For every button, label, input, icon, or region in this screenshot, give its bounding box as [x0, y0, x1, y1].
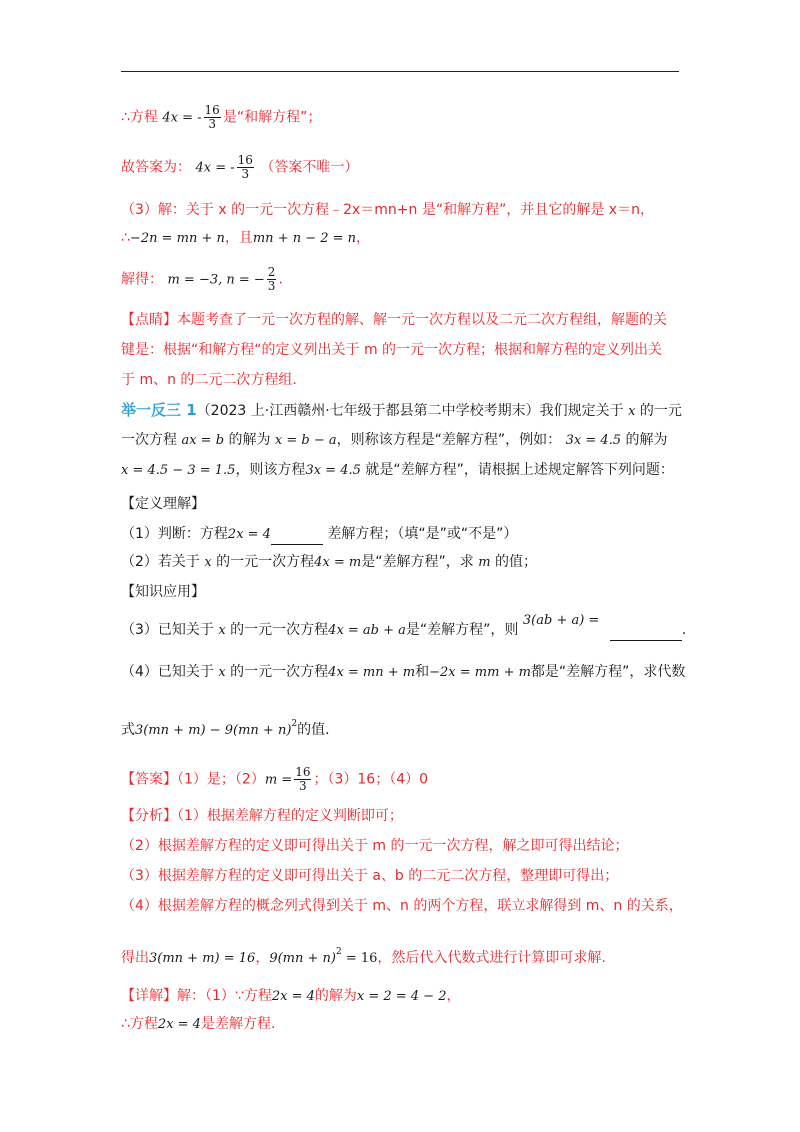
fraction-den: 3: [208, 117, 216, 131]
math-expr: 2x = 4: [271, 989, 315, 1004]
label: 解得：: [121, 271, 163, 288]
analysis-line-4: （4）根据差解方程的概念列式得到关于 m、n 的两个方程，联立求解得到 m、n 的关系，: [121, 898, 683, 914]
math-expr: 2x = 4: [157, 1017, 201, 1032]
question-3: [121, 613, 687, 641]
text: ，: [255, 950, 270, 966]
fraction: [204, 104, 221, 131]
question-4-cont: [121, 714, 330, 741]
comment-tag: 【点睛】: [121, 312, 177, 328]
text: （2）若关于: [121, 554, 200, 570]
text: 本题考查了一元一次方程的解、解一元一次方程以及二元二次方程组，解题的关: [177, 312, 667, 328]
comment-line-3: 于 m、n 的二元二次方程组.: [121, 372, 297, 388]
question-2: [121, 552, 537, 573]
text: ，则称该方程是“差解方程”，例如：: [336, 432, 562, 448]
text: 的值；: [495, 554, 538, 570]
fraction: [294, 766, 311, 793]
problem-tag: 举一反三 1: [121, 401, 197, 419]
fraction-num: 16: [295, 765, 311, 779]
answer-tag: 【答案】: [121, 771, 177, 788]
math-expr: mn + n − 2 = n: [252, 231, 357, 246]
text: ，则该方程: [235, 462, 306, 478]
problem-line-1: [121, 400, 682, 422]
note: （答案不唯一）: [260, 159, 359, 176]
text: （3）已知关于: [121, 622, 214, 638]
header-rule: [121, 71, 679, 72]
answer-blank[interactable]: [271, 530, 323, 545]
text: 的解为: [625, 432, 668, 448]
text: ∴方程: [121, 1016, 158, 1032]
text: ，: [446, 988, 461, 1004]
text: 的值.: [297, 722, 330, 738]
math-sign: = -: [177, 110, 202, 126]
fraction-num: 2: [267, 265, 276, 279]
text: 是“差解方程”，求: [361, 554, 474, 570]
analysis-line-1: [121, 806, 403, 826]
math-expr: x = 4.5 − 3 = 1.5: [121, 463, 236, 478]
superscript: 2: [291, 719, 298, 729]
fraction: [267, 266, 277, 293]
fraction-num: 16: [204, 103, 220, 117]
math-var: x: [628, 404, 636, 419]
text: 和: [415, 664, 430, 680]
text: （1）判断：方程: [121, 526, 228, 542]
detail-line-1: [121, 986, 460, 1007]
analysis-tag: 【分析】: [121, 808, 177, 824]
math-expr: 3x = 4.5: [565, 433, 622, 448]
math-expr: 9(mn + n): [269, 951, 336, 966]
problem-line-2: [121, 430, 668, 451]
math-var: x: [218, 665, 226, 680]
section-application: 【知识应用】: [121, 584, 205, 600]
math-sign: = -: [211, 160, 235, 176]
label: 方程: [129, 109, 158, 126]
math-expr: m = −3, n = −: [167, 272, 265, 288]
comment-line-2: 键是：根据“和解方程“的定义列出关于 m 的一元一次方程；根据和解方程的定义列出关: [121, 342, 663, 358]
fraction-num: 16: [237, 153, 253, 167]
detail-line-2: [121, 1014, 275, 1035]
text: 得出: [121, 950, 149, 966]
math-expr: 4x: [195, 160, 212, 176]
math-expr: x = b − a: [274, 433, 337, 448]
analysis-line-3: （3）根据差解方程的定义即可得出关于 a、b 的二元二次方程，整理即可得出；: [121, 868, 619, 884]
question-1: [121, 524, 517, 545]
text: 的一元: [639, 403, 682, 419]
math-expr: 3(ab + a) =: [522, 613, 600, 628]
fraction-den: 3: [241, 167, 250, 181]
math-var: x: [218, 623, 226, 638]
text: 式: [121, 722, 135, 738]
text: 是差解方程.: [200, 1016, 276, 1032]
text: ，然后代入代数式进行计算即可求解.: [377, 950, 606, 966]
detail-tag: 【详解】: [121, 988, 177, 1004]
math-expr: −2n = mn + n: [129, 231, 225, 246]
comment-line-1: [121, 310, 667, 330]
superscript: 2: [335, 947, 342, 957]
fraction-den: 3: [267, 279, 276, 293]
math-expr: x = 2 = 4 − 2: [356, 989, 447, 1004]
text: （2023 上·江西赣州·七年级于都县第二中学校考期末）我们规定关于: [196, 403, 624, 419]
math-expr: 4x = ab + a: [328, 623, 406, 638]
solution-3-line: （3）解：关于 x 的一元一次方程﹣2x＝mn+n 是“和解方程”，并且它的解是 x＝n，: [121, 202, 654, 218]
solution-3-result-line: [121, 266, 283, 293]
text: 都是“差解方程”，求代数: [530, 664, 686, 680]
text: 的一元一次方程: [230, 622, 329, 638]
text: ，且: [224, 230, 253, 246]
answer-blank[interactable]: [610, 626, 682, 641]
math-expr: m =: [264, 772, 293, 788]
math-expr: 2x = 4: [227, 527, 271, 542]
math-expr: 4x: [162, 110, 178, 126]
math-expr: 3x = 4.5: [305, 463, 361, 478]
suffix: 是“和解方程”；: [222, 109, 322, 126]
math-expr: = 16: [341, 951, 378, 966]
analysis-line-5: [121, 942, 606, 969]
text: ，: [356, 230, 371, 246]
math-var: x: [204, 555, 212, 570]
fraction: [237, 154, 254, 181]
analysis-line-2: （2）根据差解方程的定义即可得出关于 m 的一元一次方程，解之即可得出结论；: [121, 838, 629, 854]
text: .: [278, 271, 283, 288]
text: （1）是；（2）: [177, 771, 265, 788]
text: 的一元一次方程: [216, 554, 315, 570]
text: 就是“差解方程”，请根据上述规定解答下列问题：: [365, 462, 674, 478]
text: 是“差解方程”，则: [405, 622, 519, 638]
math-expr: ax = b: [181, 433, 225, 448]
math-expr: 3(mn + m) = 16: [149, 951, 256, 966]
text: （4）已知关于: [121, 664, 214, 680]
answer-line: [121, 154, 358, 181]
text: .: [681, 622, 687, 638]
text: 一次方程: [121, 432, 177, 448]
solution-3-eq-line: [121, 228, 370, 249]
therefore-line-1: [121, 104, 321, 131]
answer-summary: [121, 766, 428, 793]
math-expr: 4x = m: [314, 555, 362, 570]
math-expr: −2x = mm + m: [429, 665, 531, 680]
text: ；（3）16；（4）0: [313, 771, 429, 788]
math-var: m: [478, 555, 491, 570]
text: 解：（1）∵方程: [177, 988, 272, 1004]
text: 的解为: [228, 432, 271, 448]
fraction-den: 3: [299, 779, 307, 793]
label: 故答案为：: [121, 159, 191, 176]
section-definition: 【定义理解】: [121, 496, 205, 512]
problem-line-3: [121, 460, 674, 481]
question-4: [121, 662, 685, 683]
text: 差解方程；（填“是”或“不是”）: [327, 526, 518, 542]
text: （1）根据差解方程的定义判断即可；: [177, 808, 403, 824]
therefore-symbol: ∴: [121, 109, 130, 126]
text: 的解为: [314, 988, 357, 1004]
math-expr: 3(mn + m) − 9(mn + n): [135, 723, 292, 738]
text: 的一元一次方程: [230, 664, 329, 680]
math-expr: 4x = mn + m: [328, 665, 416, 680]
therefore-symbol: ∴: [121, 230, 130, 246]
